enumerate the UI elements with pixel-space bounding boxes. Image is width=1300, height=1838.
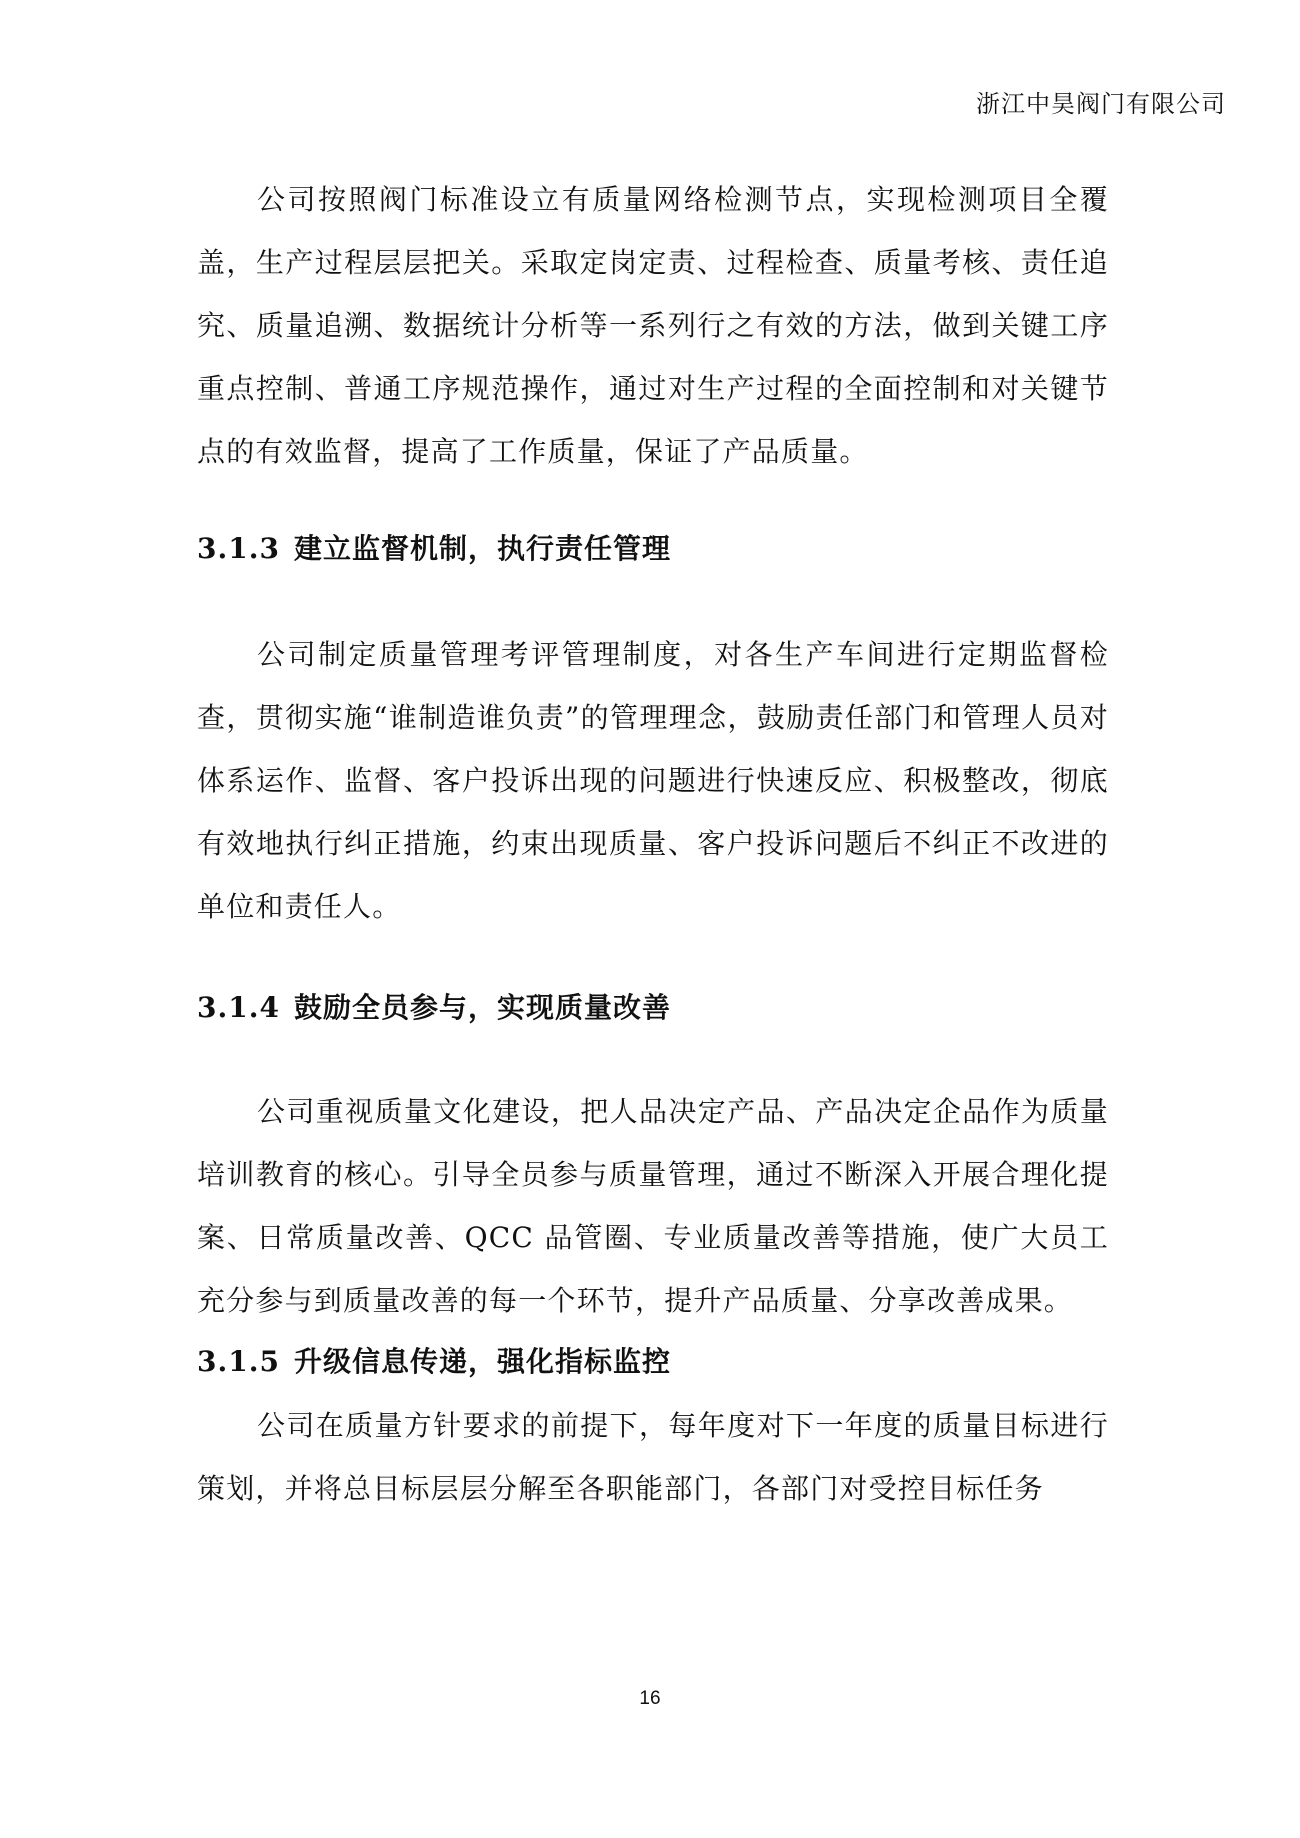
section-number: 3.1.4 <box>197 991 280 1024</box>
paragraph-quality-improvement: 公司重视质量文化建设，把人品决定产品、产品决定企品作为质量培训教育的核心。引导全员参与质量管理，通过不断深入开展合理化提案、日常质量改善、QCC 品管圈、专业质量改善等措施，使广大员工充分参与到质量改善的每一个环节，提升产品质量、分享改善成果。 <box>197 1095 1109 1317</box>
section-heading-3-1-4 <box>197 988 1109 1028</box>
section-heading-3-1-3 <box>197 529 1109 569</box>
page-number: 16 <box>639 1688 661 1709</box>
section-number: 3.1.5 <box>197 1345 280 1378</box>
paragraph-supervision: 公司制定质量管理考评管理制度，对各生产车间进行定期监督检查，贯彻实施“谁制造谁负责”的管理理念，鼓励责任部门和管理人员对体系运作、监督、客户投诉出现的问题进行快速反应、积极整改，彻底有效地执行纠正措施，约束出现质量、客户投诉问题后不纠正不改进的单位和责任人。 <box>197 638 1109 923</box>
section-title: 升级信息传递，强化指标监控 <box>293 1345 671 1378</box>
paragraph-process-control: 公司按照阀门标准设立有质量网络检测节点，实现检测项目全覆盖，生产过程层层把关。采取定岗定责、过程检查、质量考核、责任追究、质量追溯、数据统计分析等一系列行之有效的方法，做到关键工序重点控制、普通工序规范操作，通过对生产过程的全面控制和对关键节点的有效监督，提高了工作质量，保证了产品质量。 <box>197 183 1109 468</box>
document-body <box>197 168 1109 1520</box>
section-heading-3-1-5 <box>197 1342 1109 1382</box>
section-title: 鼓励全员参与，实现质量改善 <box>293 991 671 1024</box>
section-number: 3.1.3 <box>197 532 280 565</box>
paragraph-information-transfer: 公司在质量方针要求的前提下，每年度对下一年度的质量目标进行策划，并将总目标层层分解至各职能部门，各部门对受控目标任务 <box>197 1409 1109 1505</box>
section-title: 建立监督机制，执行责任管理 <box>293 532 671 565</box>
page-header-company: 浙江中昊阀门有限公司 <box>976 90 1226 118</box>
